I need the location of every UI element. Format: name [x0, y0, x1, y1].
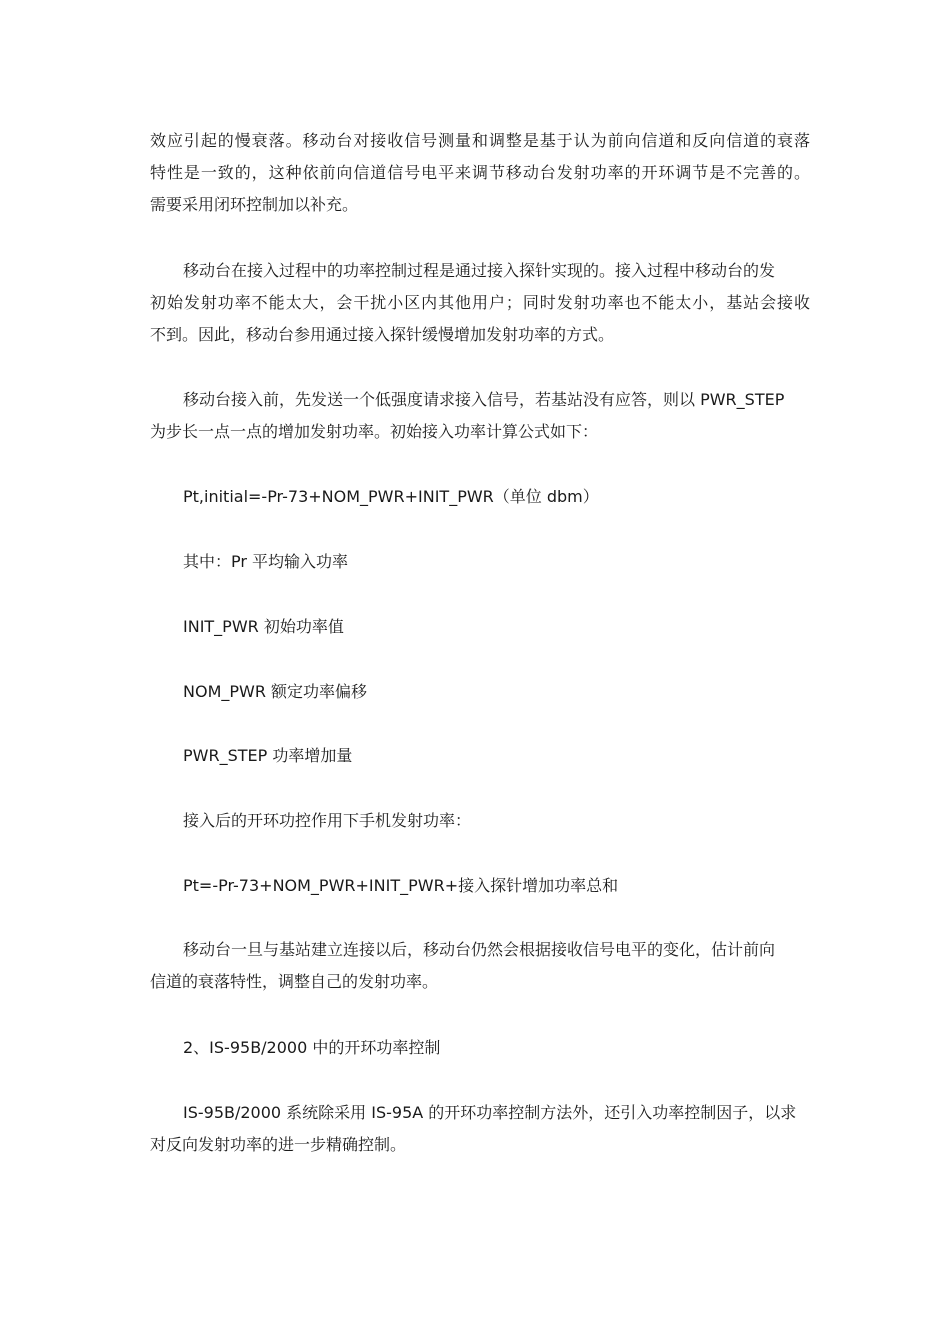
text-line: NOM_PWR 额定功率偏移 [183, 682, 368, 701]
formula-initial-power [150, 481, 810, 513]
definition-nom-pwr [150, 676, 810, 708]
formula-transmit-power [150, 870, 810, 902]
text-line: 其中：Pr 平均输入功率 [183, 552, 349, 571]
paragraph-slow-fading [150, 125, 810, 221]
text-line: 初始发射功率不能太大，会干扰小区内其他用户；同时发射功率也不能太小，基站会接收 [150, 293, 810, 312]
text-line: IS-95B/2000 系统除采用 IS-95A 的开环功率控制方法外，还引入功率控制因子，以求 [183, 1103, 797, 1122]
text-line: PWR_STEP 功率增加量 [183, 746, 353, 765]
text-line: 信道的衰落特性，调整自己的发射功率。 [150, 972, 439, 991]
text-line: Pt=-Pr-73+NOM_PWR+INIT_PWR+接入探针增加功率总和 [183, 876, 619, 895]
definition-init-pwr [150, 611, 810, 643]
paragraph-access-probe [150, 255, 810, 351]
text-line: 为步长一点一点的增加发射功率。初始接入功率计算公式如下： [150, 422, 599, 441]
text-line: 移动台在接入过程中的功率控制过程是通过接入探针实现的。接入过程中移动台的发 [183, 261, 776, 280]
text-line: 不到。因此，移动台参用通过接入探针缓慢增加发射功率的方式。 [150, 325, 615, 344]
text-line: 特性是一致的，这种依前向信道信号电平来调节移动台发射功率的开环调节是不完善的。 [150, 163, 810, 182]
paragraph-after-connection [150, 934, 810, 998]
paragraph-is95b [150, 1097, 810, 1161]
text-line: 效应引起的慢衰落。移动台对接收信号测量和调整是基于认为前向信道和反向信道的衰落 [150, 131, 810, 150]
paragraph-after-access [150, 805, 810, 837]
text-line: 移动台接入前，先发送一个低强度请求接入信号，若基站没有应答，则以 PWR_STEP [183, 390, 785, 409]
text-line: 需要采用闭环控制加以补充。 [150, 195, 359, 214]
paragraph-pwr-step [150, 384, 810, 448]
text-line: Pt,initial=-Pr-73+NOM_PWR+INIT_PWR（单位 dbm） [183, 487, 599, 506]
text-line: 2、IS-95B/2000 中的开环功率控制 [183, 1038, 441, 1057]
definition-pr [150, 546, 810, 578]
text-line: 接入后的开环功控作用下手机发射功率： [183, 811, 472, 830]
section-heading-is95b [150, 1032, 810, 1064]
definition-pwr-step [150, 740, 810, 772]
text-line: 移动台一旦与基站建立连接以后，移动台仍然会根据接收信号电平的变化，估计前向 [183, 940, 776, 959]
text-line: INIT_PWR 初始功率值 [183, 617, 344, 636]
text-line: 对反向发射功率的进一步精确控制。 [150, 1135, 407, 1154]
